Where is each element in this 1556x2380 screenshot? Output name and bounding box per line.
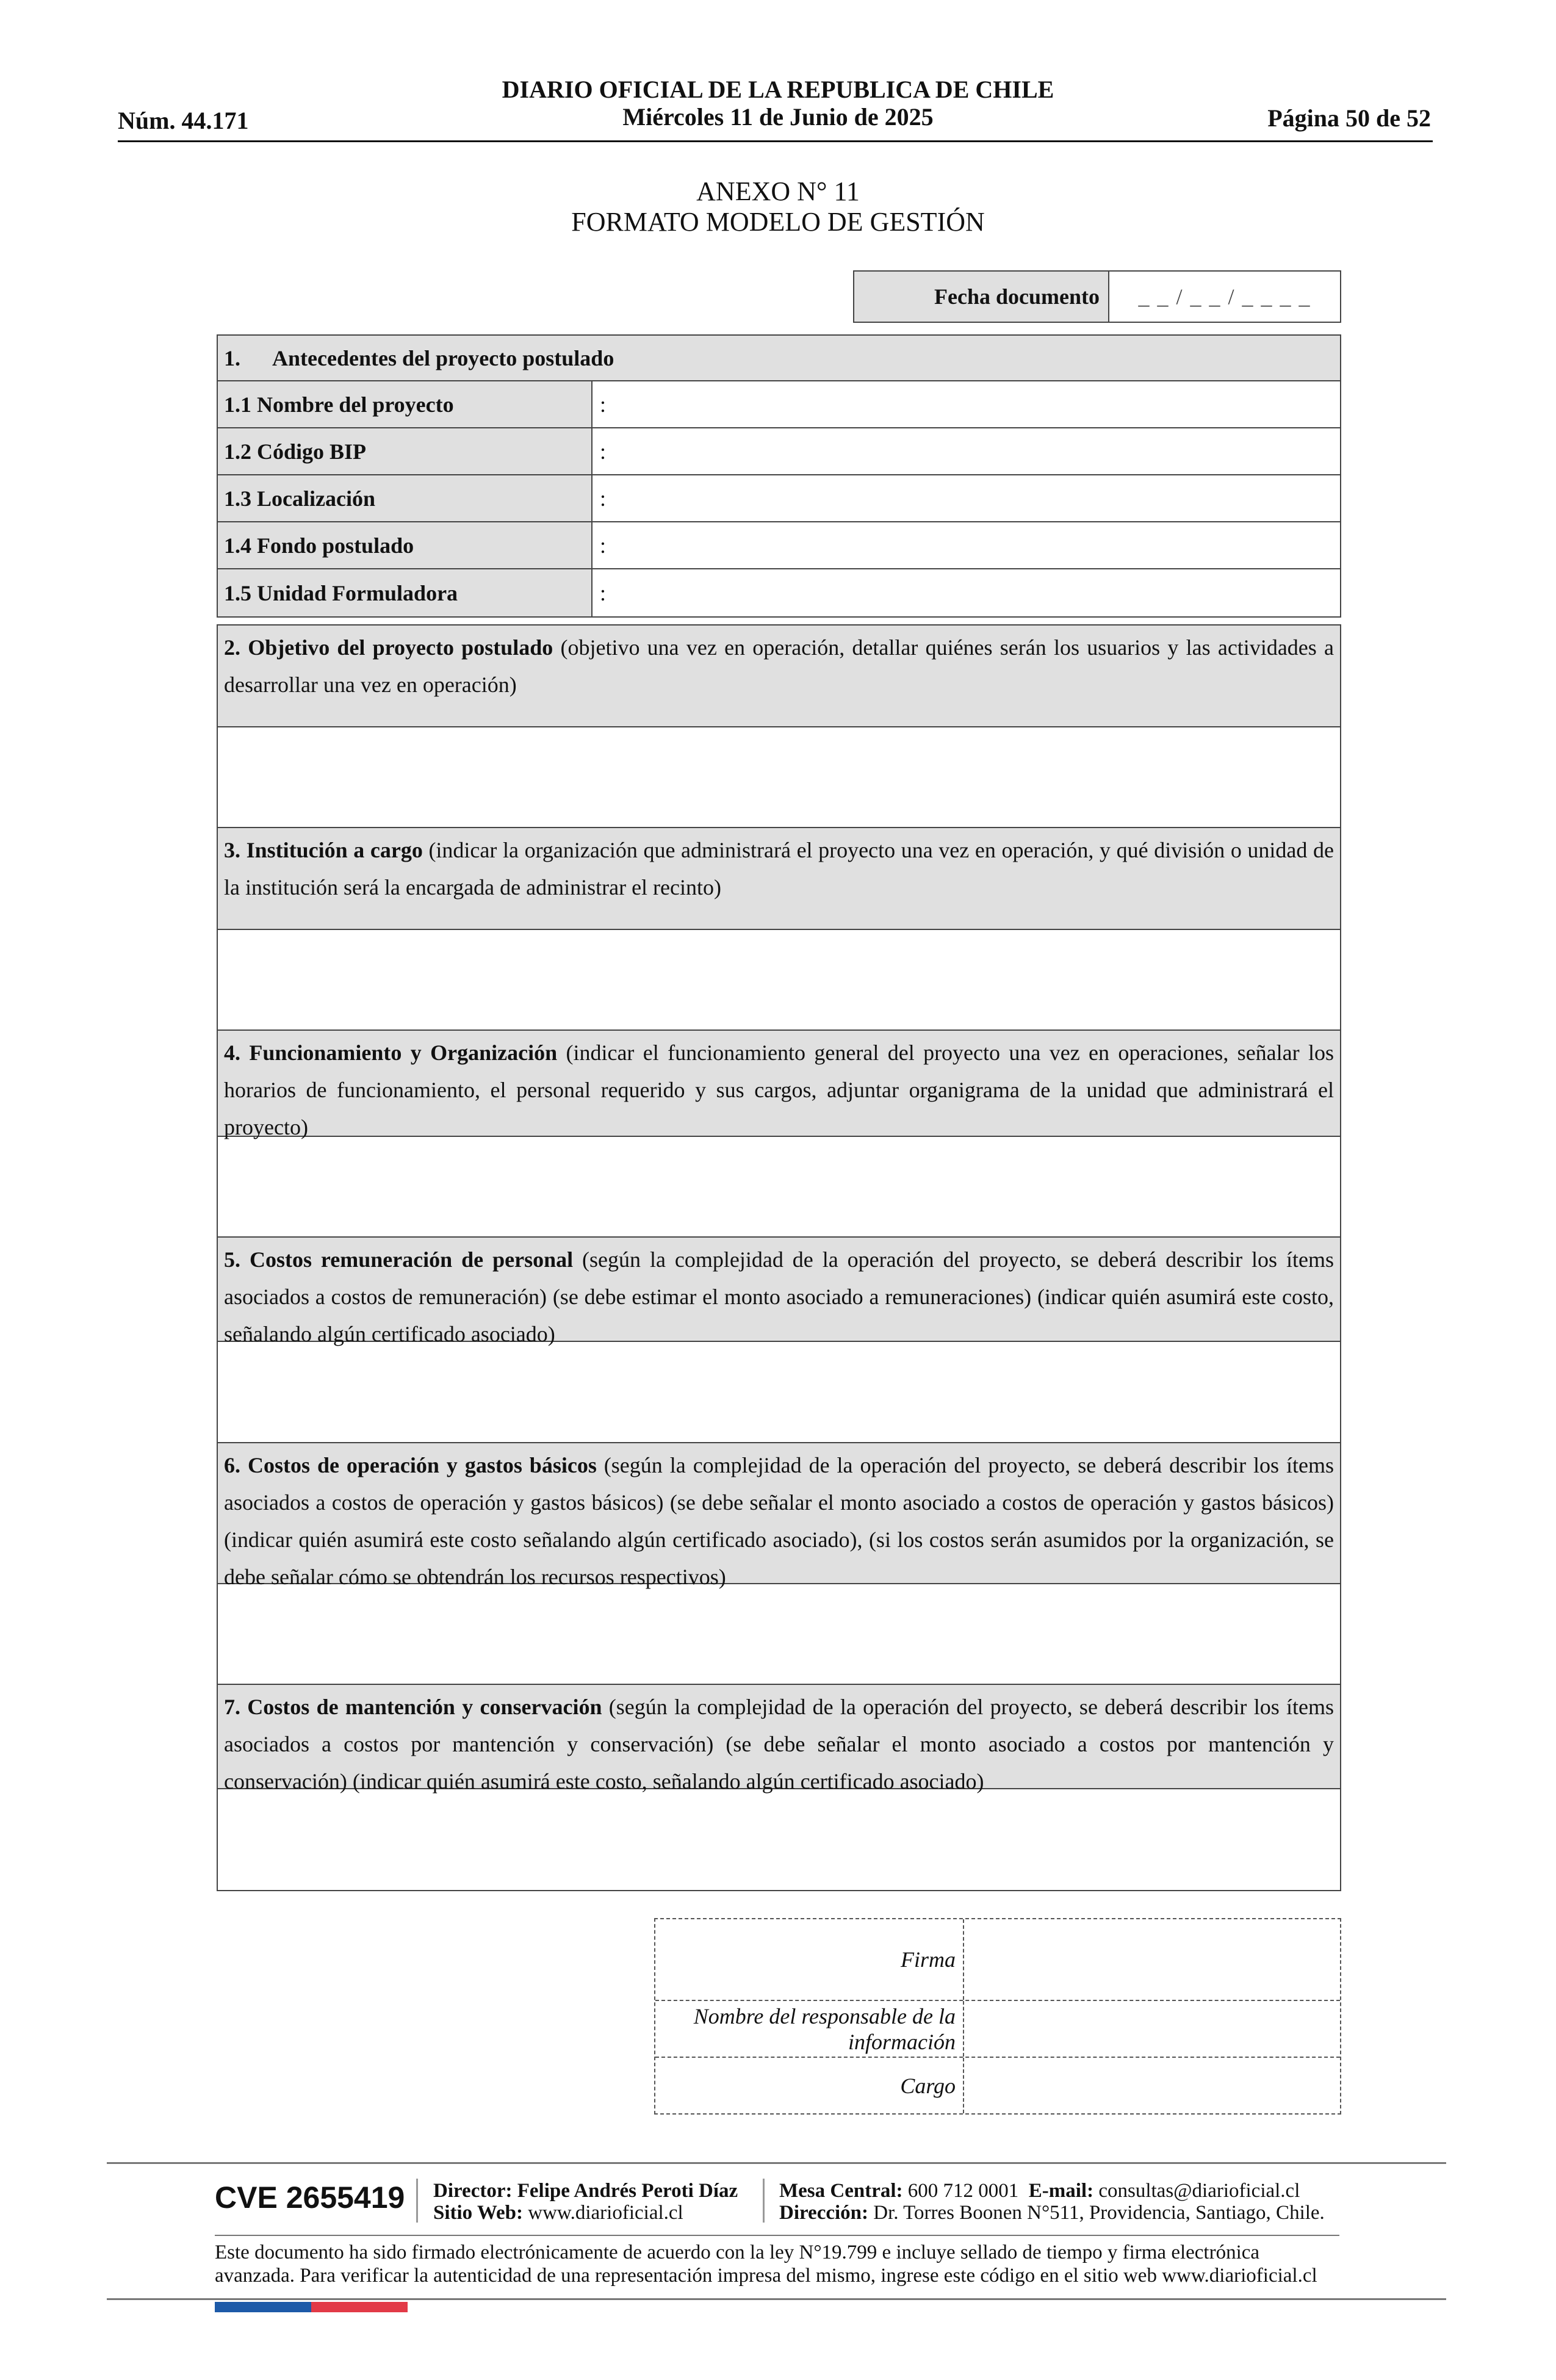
footer-separator xyxy=(416,2179,418,2223)
section-3-description xyxy=(218,828,1340,930)
phone-label: Mesa Central: xyxy=(779,2180,903,2202)
table-row xyxy=(218,381,1340,428)
email-link[interactable]: consultas@diarioficial.cl xyxy=(1098,2180,1300,2202)
section-7-answer-field[interactable] xyxy=(218,1789,1340,1890)
responsible-name-label: Nombre del responsable de la información xyxy=(655,2001,964,2057)
signature-box xyxy=(654,1918,1341,2115)
section-7-text: (según la complejidad de la operación del proyecto, se deberá describir los ítems asociados a costos por mantención y conservación) (se debe señalar el monto asociado a costos por mantención y conservación) (indicar quién asumirá este costo, señalando algún certificado asociado) xyxy=(224,1695,1334,1794)
footer-note-divider xyxy=(215,2235,1339,2236)
bip-code-label: 1.2 Código BIP xyxy=(218,428,593,474)
section-3-answer-field[interactable] xyxy=(218,930,1340,1031)
project-name-field[interactable]: : xyxy=(600,392,607,417)
table-row xyxy=(218,569,1340,616)
section-6-title: 6. Costos de operación y gastos básicos xyxy=(224,1453,597,1477)
project-name-label: 1.1 Nombre del proyecto xyxy=(218,381,593,427)
table-row xyxy=(218,475,1340,522)
footer-contact-block xyxy=(779,2180,1325,2224)
section-2-text: (objetivo una vez en operación, detallar quiénes serán los usuarios y las actividades a desarrollar una vez en operación) xyxy=(224,635,1334,697)
section-4-description xyxy=(218,1031,1340,1137)
flag-red-bar xyxy=(311,2302,408,2312)
section-6-operating-costs xyxy=(217,1442,1341,1686)
section-6-description xyxy=(218,1443,1340,1589)
section-5-answer-field[interactable] xyxy=(218,1342,1340,1443)
signature-row xyxy=(655,1919,1340,2001)
page-number: Página 50 de 52 xyxy=(1267,104,1431,132)
address-text: Dr. Torres Boonen N°511, Providencia, Santiago, Chile. xyxy=(873,2202,1325,2224)
director-label: Director: xyxy=(433,2180,513,2202)
section-1-heading: 1. Antecedentes del proyecto postulado xyxy=(218,336,1340,381)
section-4-title: 4. Funcionamiento y Organización xyxy=(224,1040,558,1065)
section-2-title: 2. Objetivo del proyecto postulado xyxy=(224,635,553,660)
project-background-table xyxy=(217,334,1341,618)
location-field[interactable]: : xyxy=(600,486,607,511)
section-3-title: 3. Institución a cargo xyxy=(224,838,423,862)
responsible-name-field[interactable] xyxy=(964,2001,1340,2057)
annex-number: ANEXO N° 11 xyxy=(696,176,860,206)
document-date-label: Fecha documento xyxy=(854,272,1109,322)
section-5-personnel-costs xyxy=(217,1236,1341,1444)
section-4-operation xyxy=(217,1030,1341,1239)
footer-director-block xyxy=(433,2180,738,2224)
position-row xyxy=(655,2058,1340,2113)
formulating-unit-label: 1.5 Unidad Formuladora xyxy=(218,569,593,616)
header-divider xyxy=(118,140,1433,142)
website-label: Sitio Web: xyxy=(433,2202,524,2224)
table-row xyxy=(218,522,1340,569)
address-label: Dirección: xyxy=(779,2202,869,2224)
website-link[interactable]: www.diarioficial.cl xyxy=(528,2202,683,2224)
fund-field[interactable]: : xyxy=(600,533,607,558)
position-field[interactable] xyxy=(964,2058,1340,2113)
section-3-text: (indicar la organización que administrará el proyecto una vez en operación, y qué división o unidad de la institución será la encargada de administrar el recinto) xyxy=(224,838,1334,900)
formulating-unit-field[interactable]: : xyxy=(600,580,607,605)
flag-blue-bar xyxy=(215,2302,311,2312)
signature-field[interactable] xyxy=(964,1919,1340,2000)
electronic-signature-note: Este documento ha sido firmado electrónicamente de acuerdo con la ley N°19.799 e incluye sellado de tiempo y firma electrónica avanzada. Para verificar la autenticidad de una representación impresa del mismo, ingrese este código en el sitio web www.diarioficial.cl xyxy=(215,2241,1317,2287)
document-date-box xyxy=(853,270,1341,323)
signature-label: Firma xyxy=(655,1919,964,2000)
footer-divider xyxy=(107,2162,1446,2164)
director-name: Felipe Andrés Peroti Díaz xyxy=(517,2180,738,2202)
section-2-objective xyxy=(217,624,1341,829)
annex-title: FORMATO MODELO DE GESTIÓN xyxy=(571,207,985,237)
footer-separator xyxy=(763,2179,765,2223)
position-label: Cargo xyxy=(655,2058,964,2113)
fund-label: 1.4 Fondo postulado xyxy=(218,522,593,568)
document-date-field[interactable]: _ _ / _ _ / _ _ _ _ xyxy=(1138,284,1311,309)
newspaper-title: DIARIO OFICIAL DE LA REPUBLICA DE CHILE xyxy=(502,76,1054,103)
section-4-text: (indicar el funcionamiento general del proyecto una vez en operaciones, señalar los horarios de funcionamiento, el personal requerido y sus cargos, adjuntar organigrama de la unidad que administrará el proyecto) xyxy=(224,1040,1334,1139)
issue-number: Núm. 44.171 xyxy=(118,107,249,134)
location-label: 1.3 Localización xyxy=(218,475,593,521)
section-7-maintenance-costs xyxy=(217,1684,1341,1891)
section-5-title: 5. Costos remuneración de personal xyxy=(224,1247,574,1272)
section-5-text: (según la complejidad de la operación del proyecto, se deberá describir los ítems asociados a costos de remuneración) (se debe estimar el monto asociado a remuneraciones) (indicar quién asumirá este costo, señalando algún certificado asociado) xyxy=(224,1247,1334,1346)
cve-code: CVE 2655419 xyxy=(215,2180,405,2215)
phone-number: 600 712 0001 xyxy=(907,2180,1019,2202)
section-2-answer-field[interactable] xyxy=(218,727,1340,828)
section-2-description xyxy=(218,626,1340,727)
footer-bottom-divider xyxy=(107,2298,1446,2300)
section-5-description xyxy=(218,1238,1340,1346)
bip-code-field[interactable]: : xyxy=(600,439,607,464)
section-6-answer-field[interactable] xyxy=(218,1584,1340,1685)
email-label: E-mail: xyxy=(1028,2180,1094,2202)
responsible-name-row xyxy=(655,2001,1340,2058)
section-4-answer-field[interactable] xyxy=(218,1137,1340,1238)
section-7-description xyxy=(218,1685,1340,1794)
section-7-title: 7. Costos de mantención y conservación xyxy=(224,1695,602,1719)
issue-date: Miércoles 11 de Junio de 2025 xyxy=(622,103,934,131)
section-6-text: (según la complejidad de la operación del proyecto, se deberá describir los ítems asociados a costos de operación y gastos básicos) (se debe señalar el monto asociado a costos de operación y gastos básicos) (indicar quién asumirá este costo señalando algún certificado asociado), (si los costos serán asumidos por la organización, se debe señalar cómo se obtendrán los recursos respectivos) xyxy=(224,1453,1334,1589)
section-3-institution xyxy=(217,827,1341,1032)
table-row xyxy=(218,428,1340,475)
